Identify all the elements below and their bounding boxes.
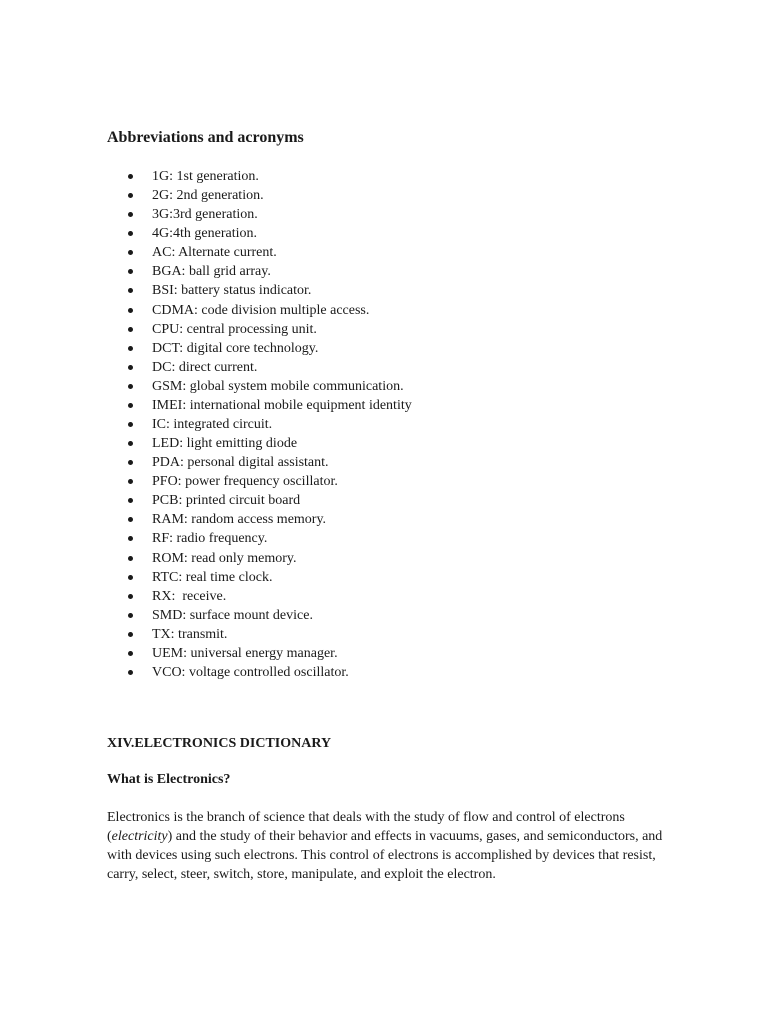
bullet-icon (128, 327, 133, 332)
list-item (107, 663, 412, 682)
list-item-text: 1G: 1st generation. (152, 169, 259, 184)
list-item (107, 644, 412, 663)
chapter-title: XIV.ELECTRONICS DICTIONARY (107, 736, 332, 751)
bullet-icon (128, 536, 133, 541)
list-item (107, 243, 412, 262)
list-item (107, 491, 412, 510)
paragraph-text: ) and the study of their behavior and effects in vacuums, gases, and semiconductors, and (167, 829, 663, 844)
list-item-text: LED: light emitting diode (152, 436, 298, 452)
list-item (107, 281, 412, 300)
list-item (107, 396, 412, 415)
bullet-icon (128, 212, 133, 217)
bullet-icon (128, 422, 133, 427)
list-item (107, 568, 412, 587)
bullet-icon (128, 403, 133, 408)
list-item-text: 2G: 2nd generation. (152, 188, 264, 204)
list-item (107, 224, 412, 243)
list-item-text: ROM: read only memory. (152, 550, 297, 566)
bullet-icon (128, 575, 133, 580)
bullet-icon (128, 556, 133, 561)
bullet-icon (128, 651, 133, 656)
paragraph-line: carry, select, steer, switch, store, manipulate, and exploit the electron. (107, 867, 496, 882)
bullet-icon (128, 384, 133, 389)
list-item-text: VCO: voltage controlled oscillator. (152, 665, 349, 681)
list-item-text: CDMA: code division multiple access. (152, 302, 370, 318)
list-item (107, 587, 412, 606)
bullet-icon (128, 517, 133, 522)
list-item-text: DCT: digital core technology. (152, 340, 319, 356)
bullet-icon (128, 288, 133, 293)
list-item (107, 186, 412, 205)
list-item-text: PFO: power frequency oscillator. (152, 474, 338, 490)
paragraph-line (107, 827, 662, 846)
paragraph-line: with devices using such electrons. This control of electrons is accomplished by devices that resist, (107, 848, 656, 863)
list-item (107, 415, 412, 434)
list-item-text: 4G:4th generation. (152, 226, 257, 242)
list-item-text: 3G:3rd generation. (152, 207, 258, 223)
list-item-text: BGA: ball grid array. (152, 264, 271, 280)
list-item (107, 358, 412, 377)
bullet-icon (128, 250, 133, 255)
list-item (107, 377, 412, 396)
paragraph-line: Electronics is the branch of science that deals with the study of flow and control of electrons (107, 810, 625, 825)
list-item (107, 529, 412, 548)
bullet-icon (128, 193, 133, 198)
bullet-icon (128, 308, 133, 313)
list-item-text: IC: integrated circuit. (152, 417, 273, 433)
list-item (107, 453, 412, 472)
list-item (107, 472, 412, 491)
list-item-text: TX: transmit. (152, 626, 228, 642)
list-item (107, 205, 412, 224)
list-item (107, 301, 412, 320)
bullet-icon (128, 365, 133, 370)
list-item-text: SMD: surface mount device. (152, 607, 313, 623)
body-paragraph (107, 808, 662, 884)
list-item-text: CPU: central processing unit. (152, 321, 317, 337)
bullet-icon (128, 613, 133, 618)
list-item (107, 339, 412, 358)
list-item-text: PCB: printed circuit board (152, 493, 301, 509)
bullet-icon (128, 174, 133, 179)
list-item-text: RAM: random access memory. (152, 512, 327, 528)
bullet-icon (128, 498, 133, 503)
list-item (107, 320, 412, 339)
list-item (107, 167, 412, 186)
bullet-icon (128, 346, 133, 351)
list-item (107, 606, 412, 625)
list-item-text: RTC: real time clock. (152, 569, 273, 585)
paragraph-text: ( (107, 829, 112, 844)
subheading: What is Electronics? (107, 772, 231, 787)
list-item-text: RX: receive. (152, 588, 227, 604)
list-item-text: DC: direct current. (152, 359, 258, 375)
list-item-text: UEM: universal energy manager. (152, 645, 338, 661)
list-item-text: GSM: global system mobile communication. (152, 378, 404, 394)
bullet-icon (128, 632, 133, 637)
list-item-text: PDA: personal digital assistant. (152, 455, 329, 471)
list-item (107, 549, 412, 568)
italic-term: electricity (111, 829, 168, 844)
bullet-icon (128, 231, 133, 236)
bullet-icon (128, 269, 133, 274)
bullet-icon (128, 479, 133, 484)
list-item (107, 510, 412, 529)
abbreviations-list (107, 167, 412, 682)
bullet-icon (128, 460, 133, 465)
bullet-icon (128, 441, 133, 446)
list-item-text: IMEI: international mobile equipment identity (152, 397, 412, 413)
list-item (107, 625, 412, 644)
bullet-icon (128, 670, 133, 675)
list-item-text: AC: Alternate current. (152, 245, 277, 261)
section-heading: Abbreviations and acronyms (107, 129, 304, 146)
list-item (107, 434, 412, 453)
list-item (107, 262, 412, 281)
list-item-text: RF: radio frequency. (152, 531, 268, 547)
bullet-icon (128, 594, 133, 599)
list-item-text: BSI: battery status indicator. (152, 283, 312, 299)
